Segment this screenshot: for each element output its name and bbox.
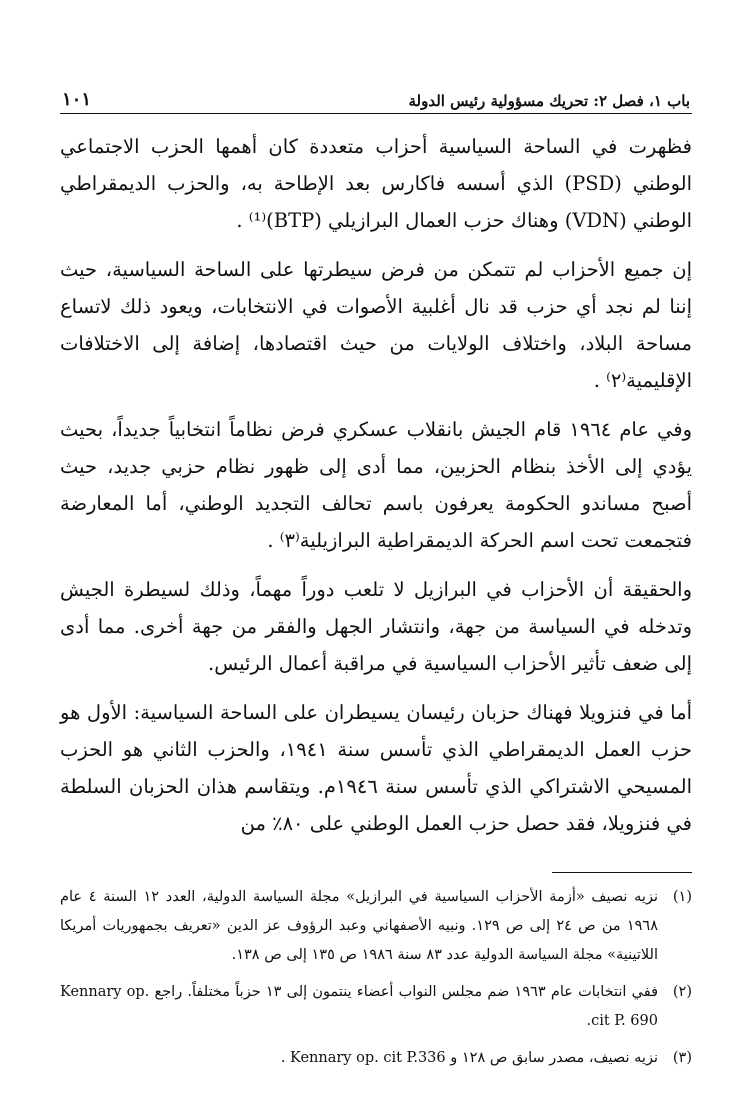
paragraph: أما في فنزويلا فهناك حزبان رئيسان يسيطران على الساحة السياسية: الأول هو حزب العمل الديمقراطي الذي تأسس سنة ١٩٤١، والحزب الثاني هو الحزب المسيحي الاشتراكي الذي تأسس سنة ١٩٤٦م. ويتقاسم هذان الحزبان السلطة في فنزويلا، فقد حصل حزب العمل الوطني على ٨٠٪ من — [60, 701, 693, 835]
book-page — [60, 88, 692, 1078]
footnote-text: نزيه نصيف «أزمة الأحزاب السياسية في البرازيل» مجلة السياسة الدولية، العدد ١٢ السنة ٤ عام ١٩٦٨ من ص ٢٤ إلى ص ١٢٩. ونبيه الأصفهاني وعبد الرؤوف عز الدين «تعريف بجمهوريات أمريكا اللاتينية» مجلة السياسة الدولية عدد ٨٣ سنة ١٩٨٦ ص ١٣٥ إلى ص ١٣٨. — [60, 889, 658, 963]
footnote-text: نزيه نصيف، مصدر سابق ص ١٢٨ و Kennary op. cit P.336 . — [280, 1050, 658, 1066]
paragraph: وفي عام ١٩٦٤ قام الجيش بانقلاب عسكري فرض نظاماً انتخابياً جديداً، بحيث يؤدي إلى الأخذ بنظام الحزبين، مما أدى إلى ظهور نظام حزبي جديد، حيث أصبح مساندو الحكومة يعرفون باسم تحالف التجديد الوطني، أما المعارضة فتجمعت تحت اسم الحركة الديمقراطية البرازيلية⁽٣⁾ . — [60, 418, 692, 552]
footnote — [60, 978, 692, 1036]
paragraph: فظهرت في الساحة السياسية أحزاب متعددة كان أهمها الحزب الاجتماعي الوطني (PSD) الذي أسسه فاكارس بعد الإطاحة به، والحزب الديمقراطي الوطني (VDN) وهناك حزب العمال البرازيلي (BTP)⁽¹⁾ . — [60, 135, 692, 232]
footnote-number: (٣) — [672, 1050, 692, 1066]
page-number: ١٠١ — [62, 89, 92, 110]
footnote-number: (١) — [672, 889, 692, 905]
running-title: باب ١، فصل ٢: تحريك مسؤولية رئيس الدولة — [408, 92, 690, 110]
body-text — [60, 128, 692, 842]
footnote-separator — [552, 872, 692, 873]
footnote-number: (٢) — [672, 984, 692, 1000]
paragraph: والحقيقة أن الأحزاب في البرازيل لا تلعب دوراً مهماً، وذلك لسيطرة الجيش وتدخله في السياسة من جهة، وانتشار الجهل والفقر من جهة أخرى. مما أدى إلى ضعف تأثير الأحزاب السياسية في مراقبة أعمال الرئيس. — [60, 578, 692, 675]
page-header — [60, 88, 692, 114]
footnote — [60, 1044, 692, 1073]
footnote-text: ففي انتخابات عام ١٩٦٣ ضم مجلس النواب أعضاء ينتمون إلى ١٣ حزباً مختلفاً. راجع Kennary op. cit P. 690. — [60, 984, 658, 1029]
footnotes — [60, 883, 692, 1073]
paragraph: إن جميع الأحزاب لم تتمكن من فرض سيطرتها على الساحة السياسية، حيث إننا لم نجد أي حزب قد نال أغلبية الأصوات في الانتخابات، ويعود ذلك لاتساع مساحة البلاد، واختلاف الولايات من حيث اقتصادها، إضافة إلى الاختلافات الإقليمية⁽٢⁾ . — [60, 258, 692, 392]
footnote — [60, 883, 692, 970]
